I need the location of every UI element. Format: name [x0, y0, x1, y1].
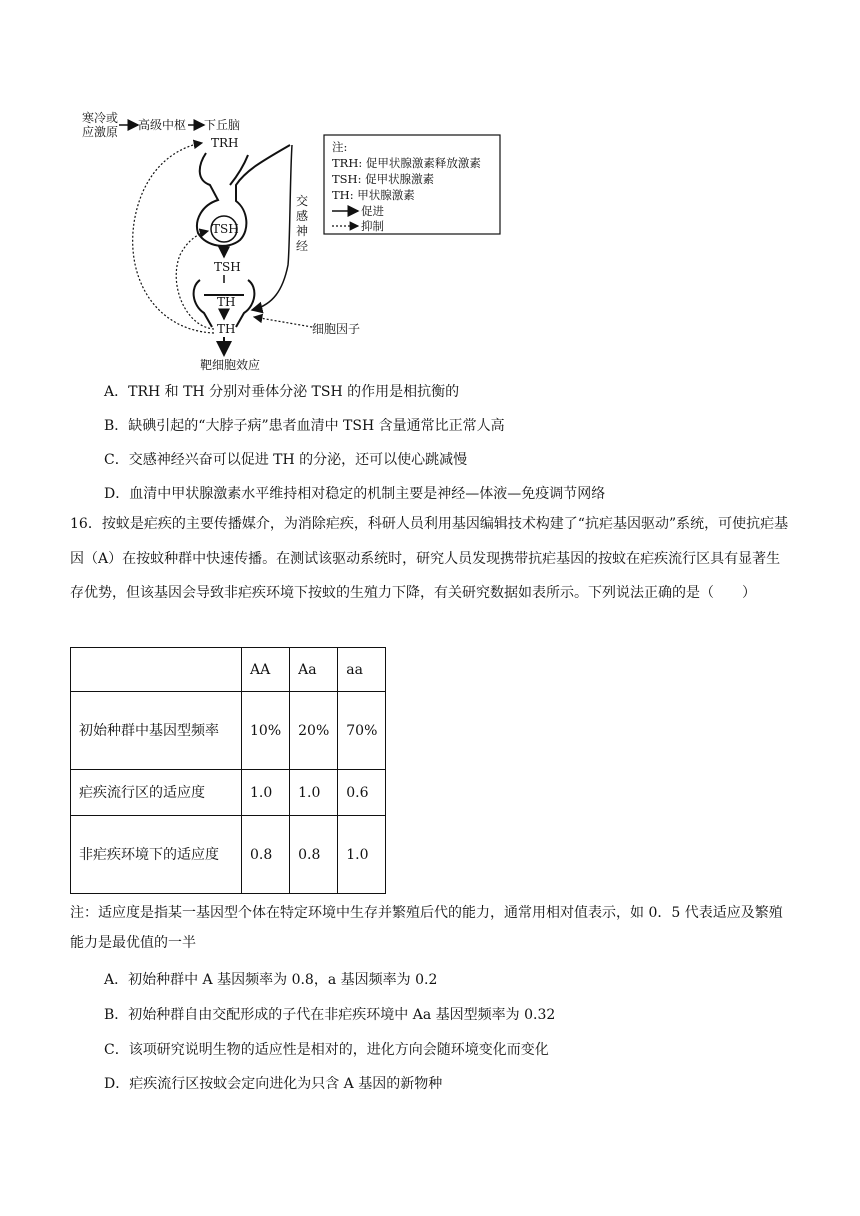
- q16-option-b: B．初始种群自由交配形成的子代在非疟疾环境中 Aa 基因型频率为 0.32: [104, 1007, 556, 1023]
- q15-option-a: A．TRH 和 TH 分别对垂体分泌 TSH 的作用是相抗衡的: [104, 384, 460, 400]
- table-header-cell: aa: [338, 648, 386, 692]
- cytokine-label: 细胞因子: [312, 322, 361, 336]
- legend-item-trh: TRH: 促甲状腺激素释放激素: [332, 156, 481, 170]
- table-row-label: 初始种群中基因型频率: [71, 692, 242, 770]
- cytokine-arrow: [254, 317, 312, 327]
- legend-inhibit: 抑制: [361, 219, 384, 233]
- q16-option-c: C．该项研究说明生物的适应性是相对的，进化方向会随环境变化而变化: [104, 1042, 549, 1058]
- q15-option-b: B．缺碘引起的“大脖子病”患者血清中 TSH 含量通常比正常人高: [104, 418, 505, 434]
- legend-item-th: TH: 甲状腺激素: [332, 188, 415, 202]
- higher-center-label: 高级中枢: [138, 118, 187, 132]
- sympathetic-label-1: 交: [296, 194, 309, 208]
- table-cell: 0.8: [242, 816, 290, 894]
- tsh-circle-label: TSH: [212, 222, 239, 236]
- th-label-1: TH: [217, 295, 236, 309]
- table-cell: 1.0: [242, 770, 290, 816]
- q16-stem: 16．按蚊是疟疾的主要传播媒介，为消除疟疾，科研人员利用基因编辑技术构建了“抗疟基因驱动”系统，可使抗疟基因（A）在按蚊种群中快速传播。在测试该驱动系统时，研究人员发现携带抗疟基因的按蚊在疟疾流行区具有显著生存优势，但该基因会导致非疟疾环境下按蚊的生殖力下降，有关研究数据如表所示。下列说法正确的是（ ）: [70, 516, 789, 601]
- table-row: [71, 770, 386, 816]
- sympathetic-label-2: 感: [296, 209, 309, 223]
- stimulus-label-2: 应激原: [82, 125, 119, 139]
- hormone-regulation-diagram: [78, 105, 508, 375]
- target-effect-label: 靶细胞效应: [200, 358, 261, 372]
- table-header-row: [71, 648, 386, 692]
- trh-label: TRH: [211, 136, 239, 150]
- sympathetic-arrow: [252, 145, 292, 310]
- table-cell: 0.8: [290, 816, 338, 894]
- table-header-cell: [71, 648, 242, 692]
- table-row: [71, 816, 386, 894]
- legend-promote: 促进: [361, 204, 384, 218]
- table-header-cell: AA: [242, 648, 290, 692]
- sympathetic-label-3: 神: [296, 224, 309, 238]
- th-label-2: TH: [217, 322, 236, 336]
- table-header-cell: Aa: [290, 648, 338, 692]
- table-cell: 0.6: [338, 770, 386, 816]
- legend-item-tsh: TSH: 促甲状腺激素: [332, 172, 435, 186]
- sympathetic-label-4: 经: [296, 239, 309, 253]
- q16-option-a: A．初始种群中 A 基因频率为 0.8，a 基因频率为 0.2: [104, 972, 438, 988]
- tsh-label: TSH: [214, 260, 241, 274]
- legend-title: 注:: [332, 140, 348, 154]
- table-cell: 20%: [290, 692, 338, 770]
- table-cell: 1.0: [338, 816, 386, 894]
- table-cell: 1.0: [290, 770, 338, 816]
- hypothalamus-label: 下丘脑: [204, 118, 241, 132]
- q16-option-d: D．疟疾流行区按蚊会定向进化为只含 A 基因的新物种: [104, 1076, 443, 1092]
- table-row-label: 非疟疾环境下的适应度: [71, 816, 242, 894]
- table-row: [71, 692, 386, 770]
- q15-option-d: D．血清中甲状腺激素水平维持相对稳定的机制主要是神经—体液—免疫调节网络: [104, 486, 606, 502]
- fitness-note: 注：适应度是指某一基因型个体在特定环境中生存并繁殖后代的能力，通常用相对值表示，如 0．5 代表适应及繁殖能力是最优值的一半: [70, 905, 783, 951]
- inhibit-loop-pituitary: [176, 231, 214, 329]
- table-cell: 10%: [242, 692, 290, 770]
- table-row-label: 疟疾流行区的适应度: [71, 770, 242, 816]
- fitness-table: [70, 647, 386, 894]
- stimulus-label-1: 寒冷或: [82, 111, 119, 125]
- table-cell: 70%: [338, 692, 386, 770]
- q15-option-c: C．交感神经兴奋可以促进 TH 的分泌，还可以使心跳减慢: [104, 452, 468, 468]
